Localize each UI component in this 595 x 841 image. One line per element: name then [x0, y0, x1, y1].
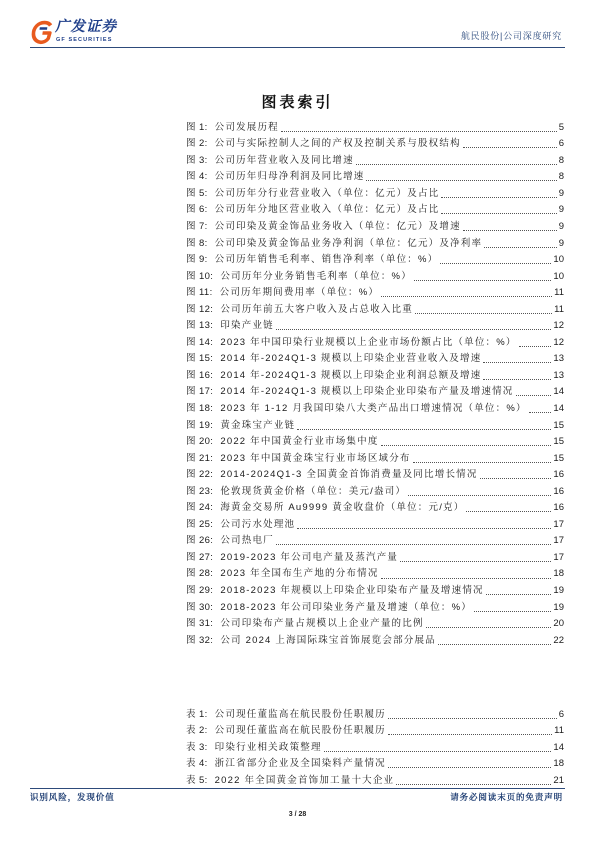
table-index-entry[interactable]: [186, 723, 564, 740]
figure-index-entry-title: 2014 年-2024Q1-3 规模以上印染企业利润总额及增速: [220, 369, 482, 381]
figure-index-entry[interactable]: [186, 136, 564, 153]
table-index-entry-page-number: 11: [554, 725, 564, 737]
figure-index-entry-label: 图 22:: [186, 469, 214, 481]
figure-index-entry-page-number: 8: [558, 171, 564, 183]
figure-index-entry-title: 公司与实际控制人之间的产权及控制关系与股权结构: [214, 138, 461, 150]
figure-index-entry-page-number: 17: [553, 518, 564, 530]
figure-index-entry-page-number: 9: [558, 204, 564, 216]
figure-index-entry-title: 2023 年中国印染行业规模以上企业市场份额占比（单位：%）: [220, 336, 517, 348]
figure-index-entry[interactable]: [186, 269, 564, 286]
figure-index-entry[interactable]: [186, 351, 564, 368]
figure-index-entry-page-number: 15: [553, 436, 564, 448]
figure-index-entry[interactable]: [186, 285, 564, 302]
figure-index-entry-label: 图 7:: [186, 220, 208, 232]
page-number: 3 / 28: [288, 811, 307, 818]
figure-index-entry-dot-leader: [529, 412, 552, 413]
figure-index-entry-label: 图 31:: [186, 618, 214, 630]
figure-index-entry[interactable]: [186, 600, 564, 617]
figure-index-entry-label: 图 9:: [186, 254, 208, 266]
figure-index-entry-dot-leader: [276, 329, 552, 330]
figure-index-entry-label: 图 13:: [186, 320, 214, 332]
figure-index-entry-dot-leader: [414, 280, 552, 281]
table-index-entry-label: 表 2:: [186, 725, 208, 737]
figure-index-entry[interactable]: [186, 302, 564, 319]
figure-index-entry-dot-leader: [474, 611, 551, 612]
figure-index-entry-dot-leader: [276, 544, 552, 545]
figure-index-entry-title: 公司 2024 上海国际珠宝首饰展览会部分展品: [220, 634, 436, 646]
figure-index-entry-label: 图 25:: [186, 518, 214, 530]
figure-index-entry[interactable]: [186, 566, 564, 583]
figure-index-entry-dot-leader: [281, 131, 557, 132]
figure-index-entry[interactable]: [186, 335, 564, 352]
figure-index-entry-label: 图 32:: [186, 634, 214, 646]
logo-name-cn: 广发证券: [55, 19, 117, 35]
figure-index-entry-title: 公司历年营业收入及同比增速: [214, 154, 354, 166]
figure-index-entry-label: 图 14:: [186, 336, 214, 348]
figure-index-entry-dot-leader: [516, 395, 552, 396]
figure-index-entry-page-number: 14: [553, 402, 564, 414]
header-divider: [30, 47, 565, 48]
figure-index-entry-label: 图 6:: [186, 204, 208, 216]
figure-index-entry[interactable]: [186, 236, 564, 253]
table-index-entry-dot-leader: [388, 718, 557, 719]
figure-index-entry[interactable]: [186, 633, 564, 650]
figure-index-entry-title: 伦敦现货黄金价格（单位：美元/盎司）: [220, 485, 407, 497]
figure-index-entry-title: 公司历年分业务销售毛利率（单位：%）: [220, 270, 412, 282]
figure-index-entry-title: 黄金珠宝产业链: [220, 419, 296, 431]
figure-index-entry-title: 公司印染及黄金饰品业务收入（单位：亿元）及增速: [214, 220, 461, 232]
figure-index-entry-page-number: 10: [553, 270, 564, 282]
figure-index-entry-label: 图 15:: [186, 353, 214, 365]
figure-index-entry-title: 公司历年分地区营业收入（单位：亿元）及占比: [214, 204, 440, 216]
figure-index-entry-page-number: 20: [553, 618, 564, 630]
figure-index-entry[interactable]: [186, 418, 564, 435]
figure-index-entry-page-number: 15: [553, 419, 564, 431]
figure-index-entry-page-number: 16: [553, 485, 564, 497]
table-index-entry-page-number: 21: [553, 774, 564, 786]
figure-index-entry-page-number: 10: [553, 254, 564, 266]
figure-index-entry-page-number: 9: [558, 220, 564, 232]
footer-divider: [30, 788, 565, 789]
figure-index-entry-page-number: 12: [553, 320, 564, 332]
figure-index-entry-title: 2023 年全国布生产地的分布情况: [220, 568, 379, 580]
figure-index-entry[interactable]: [186, 219, 564, 236]
figure-index-entry-title: 2018-2023 年规模以上印染企业印染布产量及增速情况: [220, 585, 484, 596]
figure-index-entry[interactable]: [186, 368, 564, 385]
figure-index-entry-page-number: 19: [553, 601, 564, 613]
figure-index-entry-page-number: 11: [554, 287, 564, 299]
figure-index-entry-label: 图 23:: [186, 485, 214, 497]
figure-index-entry-page-number: 11: [554, 303, 564, 315]
figure-index-entry-label: 图 30:: [186, 601, 214, 613]
figure-index-entry-label: 图 11:: [186, 287, 213, 299]
figure-index-entry-title: 2023 年 1-12 月我国印染八大类产品出口增速情况（单位：%）: [220, 402, 527, 414]
figure-index-entry[interactable]: [186, 467, 564, 484]
figure-index-list: [186, 120, 564, 650]
figure-index-entry-dot-leader: [484, 247, 557, 248]
table-index-entry-label: 表 4:: [186, 758, 208, 770]
figure-index-entry-label: 图 26:: [186, 535, 214, 547]
figure-index-entry-label: 图 19:: [186, 419, 214, 431]
figure-index-entry[interactable]: [186, 451, 564, 468]
figure-index-entry-page-number: 6: [558, 138, 564, 150]
figure-index-entry-dot-leader: [381, 296, 552, 297]
figure-index-entry[interactable]: [186, 616, 564, 633]
figure-index-entry-label: 图 24:: [186, 502, 214, 514]
figure-index-entry-label: 图 5:: [186, 187, 208, 199]
figure-index-entry-label: 图 16:: [186, 369, 214, 381]
figure-index-entry-dot-leader: [486, 594, 552, 595]
figure-index-entry-dot-leader: [381, 578, 552, 579]
figure-index-entry-title: 印染产业链: [220, 320, 274, 332]
figure-index-entry[interactable]: [186, 120, 564, 137]
figure-index-entry-label: 图 21:: [186, 452, 214, 464]
table-index-entry-title: 浙江省部分企业及全国染料产量情况: [214, 758, 386, 770]
figure-index-entry-dot-leader: [366, 180, 556, 181]
report-tag: 航民股份|公司深度研究: [460, 31, 562, 41]
figure-index-entry-label: 图 1:: [186, 121, 208, 133]
figure-index-entry-page-number: 13: [553, 369, 564, 381]
table-index-entry-dot-leader: [388, 767, 552, 768]
figure-index-entry-dot-leader: [408, 495, 551, 496]
figure-index-entry-dot-leader: [466, 511, 551, 512]
figure-index-entry[interactable]: [186, 318, 564, 335]
figure-index-entry-title: 海黄金交易所 Au9999 黄金收盘价（单位：元/克）: [220, 502, 465, 514]
figure-index-entry[interactable]: [186, 533, 564, 550]
figure-index-entry-page-number: 13: [553, 353, 564, 365]
figure-index-entry-dot-leader: [356, 164, 557, 165]
figure-index-entry-title: 公司历年前五大客户收入及占总收入比重: [220, 303, 413, 315]
figure-index-entry[interactable]: [186, 186, 564, 203]
figure-index-entry-label: 图 12:: [186, 303, 214, 315]
figure-index-entry-page-number: 16: [553, 502, 564, 514]
figure-index-entry-label: 图 3:: [186, 154, 208, 166]
table-index-entry-dot-leader: [324, 751, 552, 752]
figure-index-entry-label: 图 8:: [186, 237, 208, 249]
gf-securities-logo: [29, 18, 129, 46]
gf-logo-icon: [29, 19, 53, 45]
figure-index-entry-page-number: 17: [553, 535, 564, 547]
figure-index-entry-title: 公司热电厂: [220, 535, 274, 547]
figure-index-entry-title: 2014 年-2024Q1-3 规模以上印染企业营业收入及增速: [220, 353, 482, 365]
figure-index-entry-dot-leader: [381, 445, 552, 446]
table-index-entry-title: 公司现任董监高在航民股份任职履历: [214, 725, 386, 737]
figure-index-entry[interactable]: [186, 202, 564, 219]
figure-index-entry-title: 公司历年分行业营业收入（单位：亿元）及占比: [214, 187, 440, 199]
figure-index-entry[interactable]: [186, 500, 564, 517]
figure-index-entry-title: 2022 年中国黄金行业市场集中度: [220, 436, 379, 448]
figure-index-entry[interactable]: [186, 550, 564, 567]
figure-index-entry[interactable]: [186, 252, 564, 269]
figure-index-entry-title: 公司污水处理池: [220, 518, 296, 530]
figure-index-entry[interactable]: [186, 384, 564, 401]
figure-index-entry-page-number: 22: [553, 634, 564, 646]
figure-index-entry-title: 公司发展历程: [214, 121, 279, 133]
figure-index-entry-dot-leader: [415, 313, 552, 314]
figure-index-entry-title: 公司印染布产量占规模以上企业产量的比例: [220, 618, 424, 630]
page-title: 图表索引: [261, 95, 334, 111]
figure-index-entry-label: 图 4:: [186, 171, 208, 183]
figure-index-entry-title: 2023 年中国黄金珠宝行业市场区域分布: [220, 452, 411, 464]
figure-index-entry-dot-leader: [400, 561, 551, 562]
figure-index-entry-title: 2019-2023 年公司电产量及蒸汽产量: [220, 551, 399, 563]
figure-index-entry-dot-leader: [480, 478, 552, 479]
figure-index-entry[interactable]: [186, 401, 564, 418]
figure-index-entry-page-number: 18: [553, 568, 564, 580]
table-index-entry-page-number: 18: [553, 758, 564, 770]
table-index-entry-page-number: 6: [558, 708, 564, 720]
figure-index-entry-title: 公司印染及黄金饰品业务净利润（单位：亿元）及净利率: [214, 237, 483, 249]
figure-index-entry-dot-leader: [463, 230, 557, 231]
figure-index-entry-dot-leader: [297, 528, 551, 529]
figure-index-entry-label: 图 17:: [186, 386, 214, 398]
figure-index-entry-dot-leader: [519, 346, 552, 347]
table-index-entry-label: 表 3:: [186, 741, 208, 753]
figure-index-entry[interactable]: [186, 517, 564, 534]
table-index-entry-page-number: 14: [553, 741, 564, 753]
figure-index-entry-label: 图 2:: [186, 138, 208, 150]
table-index-entry-title: 公司现任董监高在航民股份任职履历: [214, 708, 386, 720]
figure-index-entry-label: 图 18:: [186, 402, 214, 414]
figure-index-entry-label: 图 29:: [186, 585, 214, 596]
figure-index-entry-page-number: 9: [558, 187, 564, 199]
figure-index-entry-page-number: 14: [553, 386, 564, 398]
figure-index-entry-page-number: 5: [558, 121, 564, 133]
figure-index-entry-page-number: 17: [553, 551, 564, 563]
figure-index-entry-dot-leader: [483, 362, 551, 363]
figure-index-entry[interactable]: [186, 169, 564, 186]
footer-disclaimer: 请务必阅读末页的免责声明: [450, 792, 563, 802]
figure-index-entry[interactable]: [186, 583, 564, 600]
table-index-entry-title: 2022 年全国黄金首饰加工量十大企业: [214, 774, 395, 786]
figure-index-entry-title: 公司历年归母净利润及同比增速: [214, 171, 365, 183]
table-index-entry-label: 表 1:: [186, 708, 208, 720]
footer-slogan: 识别风险，发现价值: [30, 792, 115, 802]
figure-index-entry-label: 图 28:: [186, 568, 214, 580]
figure-index-entry[interactable]: [186, 434, 564, 451]
figure-index-entry-dot-leader: [426, 627, 552, 628]
table-index-entry[interactable]: [186, 707, 564, 724]
table-index-entry[interactable]: [186, 740, 564, 757]
figure-index-entry-title: 2014 年-2024Q1-3 规模以上印染企业印染布产量及增速情况: [220, 386, 514, 398]
figure-index-entry[interactable]: [186, 484, 564, 501]
figure-index-entry[interactable]: [186, 153, 564, 170]
figure-index-entry-page-number: 8: [558, 154, 564, 166]
figure-index-entry-label: 图 27:: [186, 551, 214, 563]
figure-index-entry-dot-leader: [483, 379, 551, 380]
figure-index-entry-dot-leader: [440, 263, 551, 264]
figure-index-entry-page-number: 9: [558, 237, 564, 249]
figure-index-entry-title: 2018-2023 年公司印染业务产量及增速（单位：%）: [220, 601, 472, 613]
logo-name-en: GF SECURITIES: [56, 37, 113, 43]
figure-index-entry-dot-leader: [463, 147, 557, 148]
figure-index-entry-page-number: 16: [553, 469, 564, 481]
table-index-entry-dot-leader: [388, 734, 552, 735]
figure-index-entry-title: 2014-2024Q1-3 全国黄金首饰消费量及同比增长情况: [220, 469, 478, 481]
figure-index-entry-dot-leader: [441, 197, 556, 198]
table-index-entry-dot-leader: [396, 784, 551, 785]
table-index-entry[interactable]: [186, 773, 564, 790]
figure-index-entry-dot-leader: [297, 429, 551, 430]
figure-index-entry-dot-leader: [413, 462, 552, 463]
figure-index-entry-page-number: 15: [553, 452, 564, 464]
figure-index-entry-label: 图 10:: [186, 270, 214, 282]
figure-index-entry-page-number: 12: [553, 336, 564, 348]
figure-index-entry-dot-leader: [441, 213, 556, 214]
figure-index-entry-label: 图 20:: [186, 436, 214, 448]
table-index-list: [186, 707, 564, 790]
table-index-entry-label: 表 5:: [186, 774, 208, 786]
figure-index-entry-title: 公司历年销售毛利率、销售净利率（单位：%）: [214, 254, 439, 266]
figure-index-entry-dot-leader: [438, 644, 552, 645]
table-index-entry-title: 印染行业相关政策整理: [214, 741, 322, 753]
table-index-entry[interactable]: [186, 756, 564, 773]
figure-index-entry-title: 公司历年期间费用率（单位：%）: [219, 287, 380, 299]
figure-index-entry-page-number: 19: [553, 585, 564, 596]
